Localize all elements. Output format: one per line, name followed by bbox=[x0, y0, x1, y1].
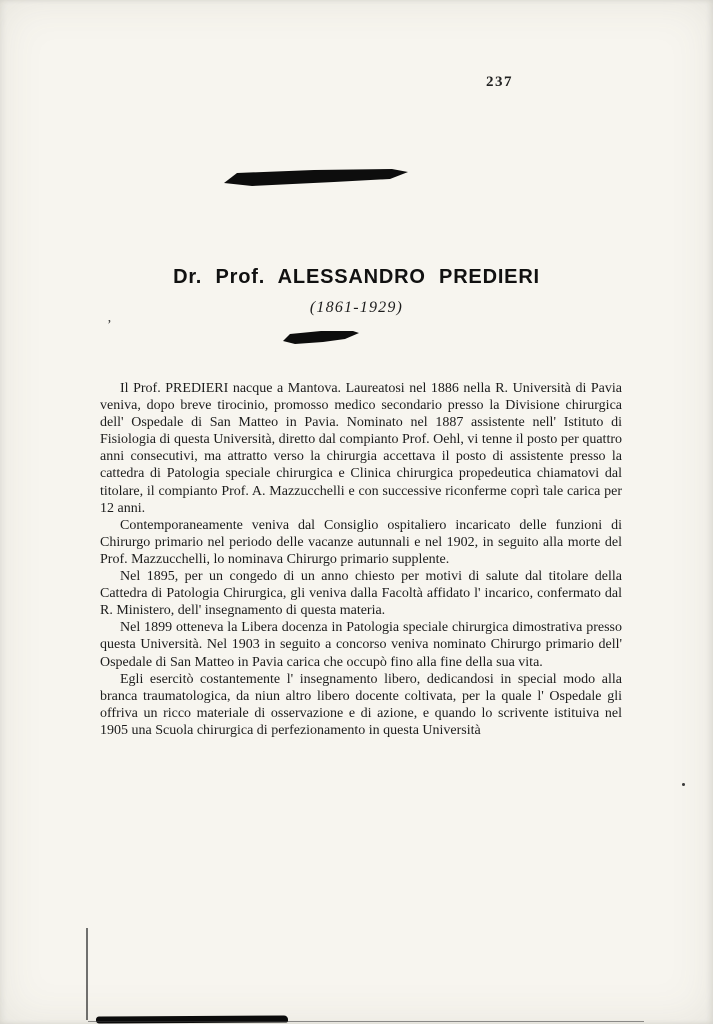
page-title: Dr. Prof. ALESSANDRO PREDIERI bbox=[173, 266, 540, 288]
paragraph: Nel 1899 otteneva la Libera docenza in Patologia speciale chirurgica dimostrativa presso questa Università. Nel 1903 in seguito a concorso veniva nominato Chirurgo primario dell' Ospedale di San Matteo in Pavia carica che occupò fino alla fine della sua vita. bbox=[100, 620, 622, 670]
scan-artifact-bottom-line bbox=[88, 1021, 644, 1022]
paragraph: Contemporaneamente veniva dal Consiglio ospitaliero incaricato delle funzioni di Chirurgo primario nel periodo delle vacanze autunnali e nel 1902, in seguito alla morte del Prof. Mazzucchelli, lo nominava Chirurgo primario supplente. bbox=[100, 517, 622, 567]
paragraph: Il Prof. PREDIERI nacque a Mantova. Laureatosi nel 1886 nella R. Università di Pavia veniva, dopo breve tirocinio, promosso medico secondario presso la Divisione chirurgica dell' Ospedale di San Matteo in Pavia. Nominato nel 1887 assistente nell' Istituto di Fisiologia di questa Università, diretto dal compianto Prof. Oehl, vi tenne il posto per quattro anni consecutivi, ma attratto verso la chirurgia accettava il posto di assistente presso la cattedra di Patologia speciale chirurgica e Clinica chirurgica propedeutica chiamatovi dal titolare, il compianto Prof. A. Mazzucchelli e con successive riconferme coprì tale carica per 12 anni. bbox=[100, 381, 622, 516]
paragraph: Nel 1895, per un congedo di un anno chiesto per motivi di salute dal titolare della Cattedra di Patologia Chirurgica, gli veniva dalla Facoltà affidato l' incarico, confermato dal R. Ministero, dell' insegnamento di questa materia. bbox=[100, 569, 622, 619]
ornament-rule-top bbox=[224, 169, 408, 188]
scan-artifact-mark: ’ bbox=[107, 318, 112, 333]
scan-artifact-bottom-streak bbox=[96, 1015, 288, 1023]
page-subtitle: (1861-1929) bbox=[309, 299, 404, 316]
ornament-rule-bottom bbox=[283, 331, 359, 345]
scan-artifact-left-edge bbox=[86, 928, 88, 1020]
body-text bbox=[100, 380, 622, 739]
page-number: 237 bbox=[486, 74, 513, 90]
scan-artifact-dot bbox=[682, 783, 685, 786]
paragraph: Egli esercitò costantemente l' insegnamento libero, dedicandosi in special modo alla branca traumatologica, da niun altro libero docente coltivata, per la quale l' Ospedale gli offriva un ricco materiale di osservazione e di azione, e quando lo scrivente istituiva nel 1905 una Scuola chirurgica di perfezionamento in questa Università bbox=[100, 671, 622, 738]
